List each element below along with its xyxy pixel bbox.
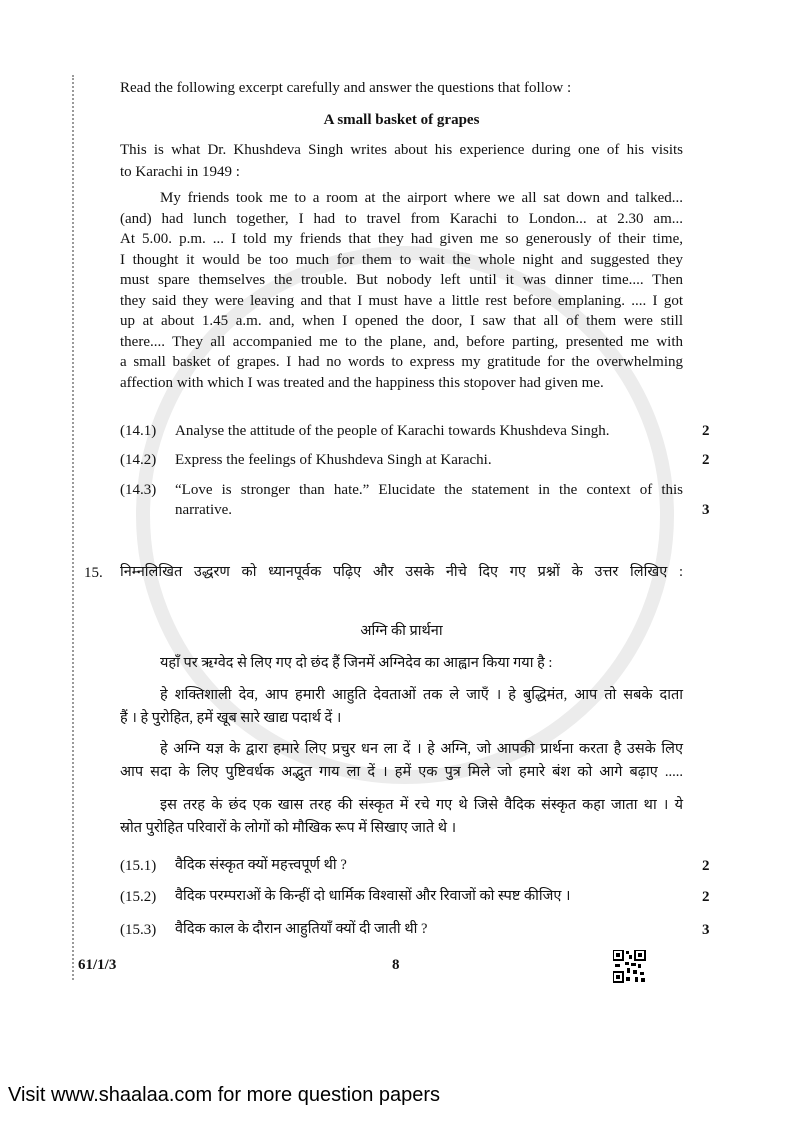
question-text: वैदिक परम्पराओं के किन्हीं दो धार्मिक विश्वासों और रिवाजों को स्पष्ट कीजिए । [175, 888, 571, 904]
question-number: (14.3) [120, 482, 157, 498]
passage-line: a small basket of grapes. I had no words to express my gratitude for the overwhelming [120, 354, 683, 370]
question-marks: 2 [702, 858, 710, 874]
passage-line: there.... They all accompanied me to the plane, and, before parting, presented me with [120, 333, 683, 350]
question-number: (15.1) [120, 858, 157, 874]
passage-line: My friends took me to a room at the airport where we all sat down and talked... [160, 190, 683, 206]
page-number: 8 [392, 957, 400, 973]
hindi-para-line: हे अग्नि यज्ञ के द्वारा हमारे लिए प्रचुर धन ला दें । हे अग्नि, जो आपकी प्रार्थना करता है उसके लिए [160, 741, 683, 757]
q15-title: अग्नि की प्रार्थना [360, 623, 443, 639]
question-number: (14.2) [120, 452, 157, 468]
passage-line: At 5.00. p.m. ... I told my friends that they had given me so generously of their time, [120, 231, 683, 247]
question-marks: 2 [702, 423, 710, 439]
passage-line: (and) had lunch together, I had to travel from Karachi to London... at 2.30 am... [120, 210, 683, 227]
q15-intro: यहाँ पर ऋग्वेद से लिए गए दो छंद हैं जिनमें अग्निदेव का आह्वान किया गया है : [160, 655, 553, 671]
question-marks: 3 [702, 922, 710, 938]
question-text: Express the feelings of Khushdeva Singh at Karachi. [175, 452, 492, 468]
question-marks: 2 [702, 452, 710, 468]
question-text: “Love is stronger than hate.” Elucidate the statement in the context of this [175, 482, 683, 498]
hindi-para-line: स्रोत पुरोहित परिवारों के लोगों को मौखिक रूप में सिखाए जाते थे । [120, 820, 457, 836]
question-text: Analyse the attitude of the people of Karachi towards Khushdeva Singh. [175, 423, 610, 439]
qr-code-icon [613, 950, 646, 983]
q15-instruction: निम्नलिखित उद्धरण को ध्यानपूर्वक पढ़िए और उसके नीचे दिए गए प्रश्नों के उत्तर लिखिए : [120, 564, 683, 580]
margin-line [72, 75, 74, 980]
q14-instruction: Read the following excerpt carefully and answer the questions that follow : [120, 80, 572, 96]
paper-code: 61/1/3 [78, 957, 117, 973]
shaalaa-banner-link[interactable]: Visit www.shaalaa.com for more question papers [8, 1084, 441, 1106]
hindi-para-line: हैं । हे पुरोहित, हमें खूब सारे खाद्य पदार्थ दें । [120, 710, 342, 726]
q14-intro-line: to Karachi in 1949 : [120, 164, 240, 180]
question-text: वैदिक संस्कृत क्यों महत्त्वपूर्ण थी ? [175, 857, 347, 873]
question-number: (15.2) [120, 889, 157, 905]
passage-line: they said they were leaving and that I must have a little rest before emplaning. .... I got [120, 292, 683, 309]
passage-line: up at about 1.45 a.m. and, when I opened the door, I saw that all of them were still [120, 313, 683, 329]
hindi-para-line: हे शक्तिशाली देव, आप हमारी आहुति देवताओं तक ले जाएँ । हे बुद्धिमंत, आप तो सबके दाता [160, 687, 683, 703]
q14-title: A small basket of grapes [323, 112, 480, 128]
hindi-para-line: इस तरह के छंद एक खास तरह की संस्कृत में रचे गए थे जिसे वैदिक संस्कृत कहा जाता था । ये [160, 797, 683, 813]
passage-line: I thought it would be too much for them to wait the whole night and suggested they [120, 251, 683, 268]
passage-line: must spare themselves the trouble. But nobody left until it was dinner time.... Then [120, 272, 683, 288]
question-marks: 2 [702, 889, 710, 905]
question-text: वैदिक काल के दौरान आहुतियाँ क्यों दी जाती थी ? [175, 921, 428, 937]
question-number: (14.1) [120, 423, 157, 439]
question-text: narrative. [175, 502, 233, 518]
hindi-para-line: आप सदा के लिए पुष्टिवर्धक अद्भुत गाय ला दें । हमें एक पुत्र मिले जो हमारे बंश को आगे बढ़ाए ..... [120, 764, 683, 780]
question-number: (15.3) [120, 922, 157, 938]
question-marks: 3 [702, 502, 710, 518]
q14-intro-line: This is what Dr. Khushdeva Singh writes about his experience during one of his visits [120, 142, 683, 158]
passage-line: affection with which I was treated and the happiness this stopover had given me. [120, 374, 604, 391]
question-number: 15. [84, 565, 103, 581]
